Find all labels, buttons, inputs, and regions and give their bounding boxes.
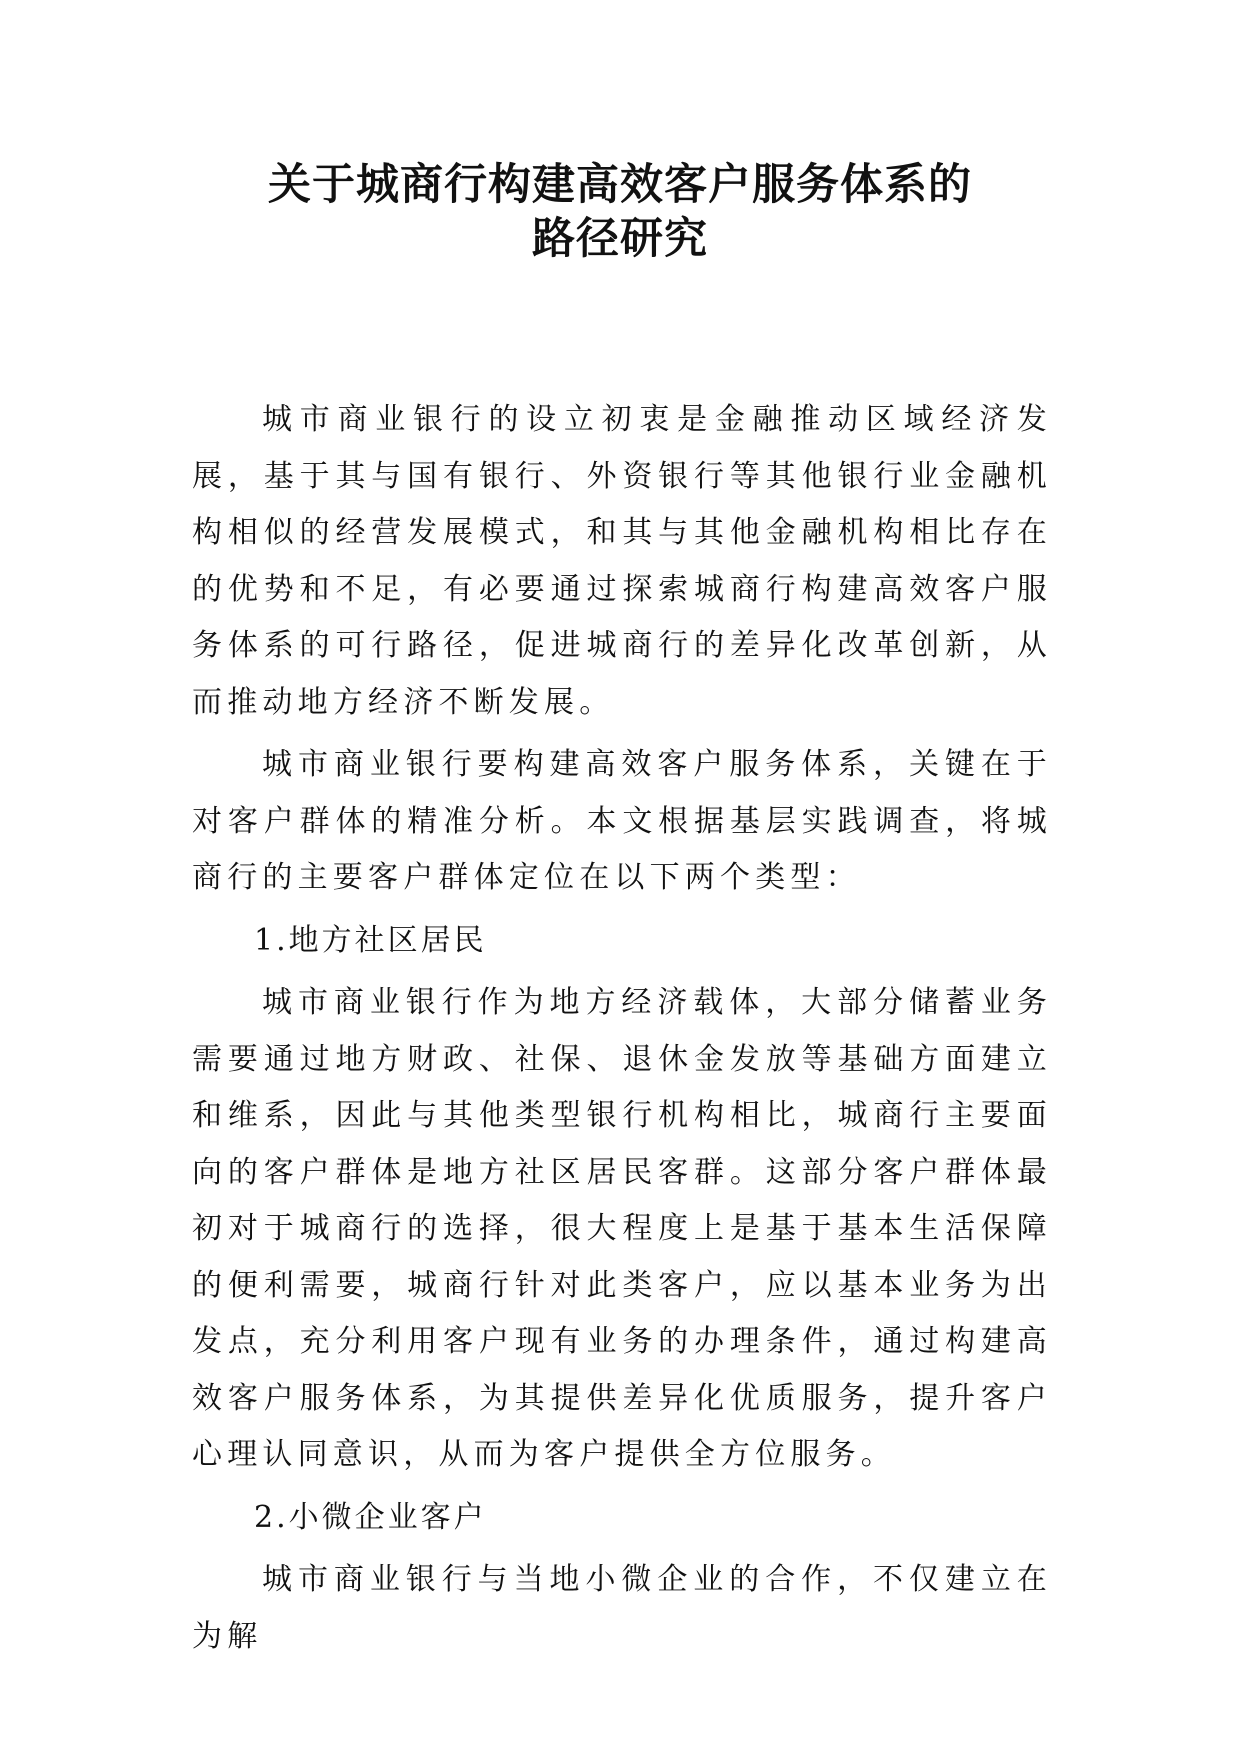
- section-heading-local-residents: 1.地方社区居民: [254, 922, 487, 958]
- document-body: [192, 392, 1052, 1665]
- document-title: [0, 158, 1240, 266]
- paragraph-customer-analysis: 城市商业银行要构建高效客户服务体系，关键在于对客户群体的精准分析。本文根据基层实践调查，将城商行的主要客户群体定位在以下两个类型：: [192, 747, 1052, 895]
- section-heading-small-business: 2.小微企业客户: [254, 1499, 487, 1535]
- paragraph-small-business: 城市商业银行与当地小微企业的合作，不仅建立在为解: [192, 1562, 1052, 1654]
- title-line-1: 关于城商行构建高效客户服务体系的: [268, 160, 972, 210]
- title-line-2: 路径研究: [532, 214, 708, 264]
- paragraph-intro: 城市商业银行的设立初衷是金融推动区域经济发展，基于其与国有银行、外资银行等其他银行业金融机构相似的经营发展模式，和其与其他金融机构相比存在的优势和不足，有必要通过探索城商行构建高效客户服务体系的可行路径，促进城商行的差异化改革创新，从而推动地方经济不断发展。: [192, 402, 1052, 720]
- paragraph-local-residents: 城市商业银行作为地方经济载体，大部分储蓄业务需要通过地方财政、社保、退休金发放等基础方面建立和维系，因此与其他类型银行机构相比，城商行主要面向的客户群体是地方社区居民客群。这部分客户群体最初对于城商行的选择，很大程度上是基于基本生活保障的便利需要，城商行针对此类客户，应以基本业务为出发点，充分利用客户现有业务的办理条件，通过构建高效客户服务体系，为其提供差异化优质服务，提升客户心理认同意识，从而为客户提供全方位服务。: [192, 985, 1052, 1472]
